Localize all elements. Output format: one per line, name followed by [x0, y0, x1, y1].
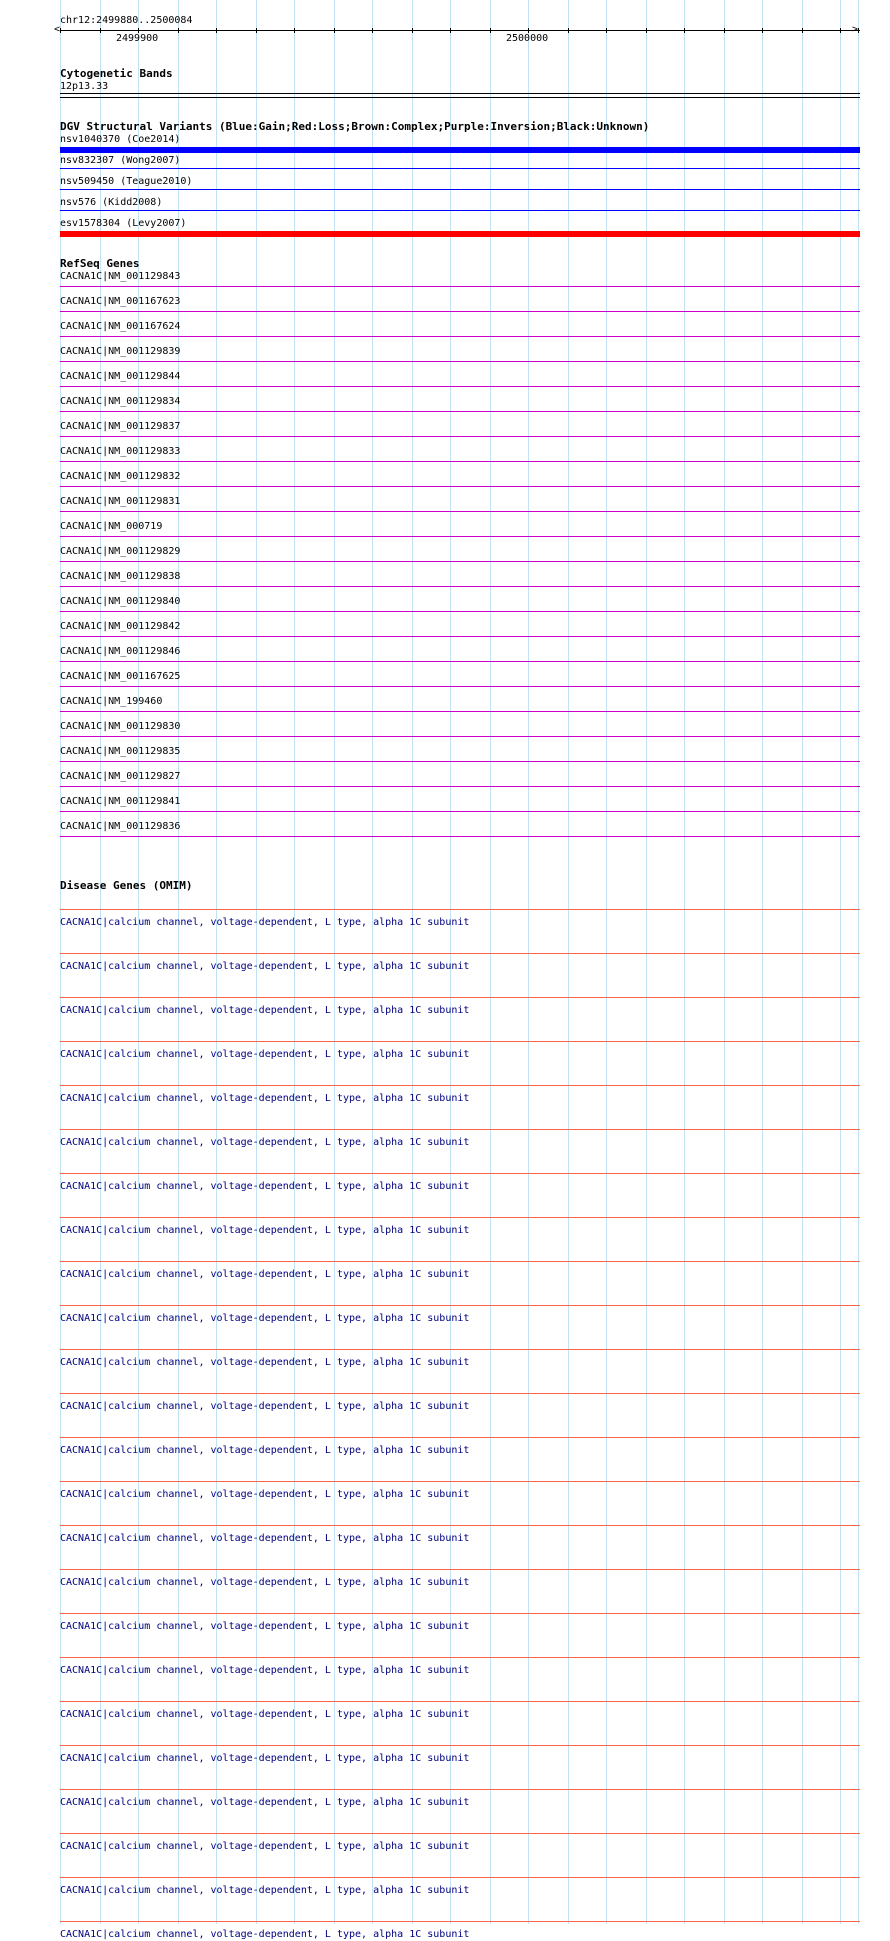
- disease-gene-label[interactable]: CACNA1C|calcium channel, voltage-dependent, L type, alpha 1C subunit: [60, 1137, 470, 1148]
- grid-line: [490, 0, 491, 1924]
- disease-gene-label[interactable]: CACNA1C|calcium channel, voltage-dependent, L type, alpha 1C subunit: [60, 1005, 470, 1016]
- disease-gene-line[interactable]: [60, 1525, 860, 1526]
- disease-gene-line[interactable]: [60, 1569, 860, 1570]
- ruler-left-arrow: <: [54, 24, 61, 35]
- disease-gene-label[interactable]: CACNA1C|calcium channel, voltage-dependent, L type, alpha 1C subunit: [60, 1577, 470, 1588]
- ruler-tick: [256, 28, 257, 33]
- disease-gene-line[interactable]: [60, 1041, 860, 1042]
- ruler-tick: [294, 28, 295, 33]
- disease-gene-label[interactable]: CACNA1C|calcium channel, voltage-dependent, L type, alpha 1C subunit: [60, 1885, 470, 1896]
- ruler-tick: [450, 28, 451, 33]
- disease-gene-label[interactable]: CACNA1C|calcium channel, voltage-dependent, L type, alpha 1C subunit: [60, 1621, 470, 1632]
- ruler-tick-label: 2499900: [116, 33, 159, 44]
- refseq-gene-line[interactable]: [60, 361, 860, 362]
- disease-gene-label[interactable]: CACNA1C|calcium channel, voltage-dependent, L type, alpha 1C subunit: [60, 1489, 470, 1500]
- disease-gene-label[interactable]: CACNA1C|calcium channel, voltage-dependent, L type, alpha 1C subunit: [60, 1797, 470, 1808]
- refseq-gene-line[interactable]: [60, 611, 860, 612]
- disease-gene-label[interactable]: CACNA1C|calcium channel, voltage-dependent, L type, alpha 1C subunit: [60, 1841, 470, 1852]
- disease-gene-label[interactable]: CACNA1C|calcium channel, voltage-dependent, L type, alpha 1C subunit: [60, 1357, 470, 1368]
- dgv-variant-label[interactable]: nsv832307 (Wong2007): [60, 155, 181, 166]
- disease-gene-line[interactable]: [60, 1921, 860, 1922]
- refseq-gene-label[interactable]: CACNA1C|NM_001129846: [60, 646, 181, 657]
- grid-line: [724, 0, 725, 1924]
- grid-line: [528, 0, 529, 1924]
- ruler-tick: [858, 28, 859, 33]
- disease-gene-label[interactable]: CACNA1C|calcium channel, voltage-dependent, L type, alpha 1C subunit: [60, 1533, 470, 1544]
- disease-gene-line[interactable]: [60, 1261, 860, 1262]
- grid-line: [568, 0, 569, 1924]
- grid-line: [684, 0, 685, 1924]
- grid-line: [802, 0, 803, 1924]
- refseq-gene-label[interactable]: CACNA1C|NM_001129827: [60, 771, 181, 782]
- disease-gene-line[interactable]: [60, 1657, 860, 1658]
- refseq-gene-line[interactable]: [60, 711, 860, 712]
- refseq-gene-label[interactable]: CACNA1C|NM_001129834: [60, 396, 181, 407]
- refseq-gene-line[interactable]: [60, 686, 860, 687]
- grid-line: [762, 0, 763, 1924]
- refseq-gene-label[interactable]: CACNA1C|NM_001167625: [60, 671, 181, 682]
- refseq-gene-label[interactable]: CACNA1C|NM_001129835: [60, 746, 181, 757]
- disease-gene-line[interactable]: [60, 1613, 860, 1614]
- refseq-gene-label[interactable]: CACNA1C|NM_001129841: [60, 796, 181, 807]
- ruler-tick: [372, 28, 373, 33]
- ruler-tick: [412, 28, 413, 33]
- disease-gene-label[interactable]: CACNA1C|calcium channel, voltage-dependent, L type, alpha 1C subunit: [60, 961, 470, 972]
- disease-gene-line[interactable]: [60, 1701, 860, 1702]
- disease-gene-line[interactable]: [60, 1877, 860, 1878]
- range-label: chr12:2499880..2500084: [60, 15, 193, 26]
- disease-gene-label[interactable]: CACNA1C|calcium channel, voltage-dependent, L type, alpha 1C subunit: [60, 1181, 470, 1192]
- refseq-gene-line[interactable]: [60, 286, 860, 287]
- disease-gene-label[interactable]: CACNA1C|calcium channel, voltage-dependent, L type, alpha 1C subunit: [60, 1313, 470, 1324]
- cytoband-bar-top: [60, 93, 860, 94]
- dgv-variant-label[interactable]: nsv576 (Kidd2008): [60, 197, 163, 208]
- grid-line: [606, 0, 607, 1924]
- refseq-gene-label[interactable]: CACNA1C|NM_001129829: [60, 546, 181, 557]
- disease-gene-label[interactable]: CACNA1C|calcium channel, voltage-dependent, L type, alpha 1C subunit: [60, 917, 470, 928]
- dgv-variant-bar[interactable]: [60, 189, 860, 190]
- refseq-gene-label[interactable]: CACNA1C|NM_001129832: [60, 471, 181, 482]
- grid-line: [646, 0, 647, 1924]
- disease-gene-line[interactable]: [60, 1437, 860, 1438]
- ruler-right-arrow: >: [852, 24, 859, 35]
- refseq-gene-line[interactable]: [60, 411, 860, 412]
- ruler-tick: [490, 28, 491, 33]
- disease-gene-label[interactable]: CACNA1C|calcium channel, voltage-dependent, L type, alpha 1C subunit: [60, 1665, 470, 1676]
- disease-gene-label[interactable]: CACNA1C|calcium channel, voltage-dependent, L type, alpha 1C subunit: [60, 1049, 470, 1060]
- refseq-gene-label[interactable]: CACNA1C|NM_199460: [60, 696, 163, 707]
- disease-gene-line[interactable]: [60, 953, 860, 954]
- disease-gene-line[interactable]: [60, 1173, 860, 1174]
- refseq-gene-line[interactable]: [60, 486, 860, 487]
- disease-gene-line[interactable]: [60, 1789, 860, 1790]
- cytoband-label: 12p13.33: [60, 81, 109, 92]
- refseq-gene-label[interactable]: CACNA1C|NM_001167624: [60, 321, 181, 332]
- ruler-tick-label: 2500000: [506, 33, 549, 44]
- ruler-tick: [528, 28, 529, 33]
- disease-gene-label[interactable]: CACNA1C|calcium channel, voltage-dependent, L type, alpha 1C subunit: [60, 1093, 470, 1104]
- dgv-variant-bar[interactable]: [60, 147, 860, 153]
- ruler-tick: [684, 28, 685, 33]
- refseq-gene-label[interactable]: CACNA1C|NM_001129836: [60, 821, 181, 832]
- disease-gene-line[interactable]: [60, 1745, 860, 1746]
- refseq-gene-label[interactable]: CACNA1C|NM_001129833: [60, 446, 181, 457]
- disease-gene-line[interactable]: [60, 1393, 860, 1394]
- disease-gene-label[interactable]: CACNA1C|calcium channel, voltage-dependent, L type, alpha 1C subunit: [60, 1401, 470, 1412]
- disease-gene-label[interactable]: CACNA1C|calcium channel, voltage-dependent, L type, alpha 1C subunit: [60, 1929, 470, 1940]
- refseq-gene-line[interactable]: [60, 336, 860, 337]
- ruler-tick: [646, 28, 647, 33]
- track-title: Cytogenetic Bands: [60, 67, 173, 80]
- refseq-gene-label[interactable]: CACNA1C|NM_001129842: [60, 621, 181, 632]
- refseq-gene-label[interactable]: CACNA1C|NM_001129843: [60, 271, 181, 282]
- disease-gene-line[interactable]: [60, 909, 860, 910]
- disease-gene-label[interactable]: CACNA1C|calcium channel, voltage-dependent, L type, alpha 1C subunit: [60, 1753, 470, 1764]
- ruler-tick: [334, 28, 335, 33]
- refseq-gene-line[interactable]: [60, 436, 860, 437]
- refseq-gene-line[interactable]: [60, 561, 860, 562]
- dgv-variant-bar[interactable]: [60, 168, 860, 169]
- dgv-variant-label[interactable]: nsv509450 (Teague2010): [60, 176, 193, 187]
- disease-gene-line[interactable]: [60, 1833, 860, 1834]
- ruler-tick: [178, 28, 179, 33]
- ruler-tick: [138, 28, 139, 33]
- refseq-gene-label[interactable]: CACNA1C|NM_001129840: [60, 596, 181, 607]
- track-title: RefSeq Genes: [60, 257, 140, 270]
- track-title: DGV Structural Variants (Blue:Gain;Red:Loss;Brown:Complex;Purple:Inversion;Black:Unknown): [60, 120, 650, 133]
- refseq-gene-label[interactable]: CACNA1C|NM_001129844: [60, 371, 181, 382]
- ruler-axis: [60, 30, 860, 31]
- ruler-tick: [762, 28, 763, 33]
- ruler-tick: [100, 28, 101, 33]
- grid-line: [840, 0, 841, 1924]
- refseq-gene-line[interactable]: [60, 386, 860, 387]
- refseq-gene-line[interactable]: [60, 786, 860, 787]
- refseq-gene-line[interactable]: [60, 461, 860, 462]
- disease-gene-line[interactable]: [60, 1481, 860, 1482]
- refseq-gene-label[interactable]: CACNA1C|NM_001129839: [60, 346, 181, 357]
- refseq-gene-line[interactable]: [60, 836, 860, 837]
- disease-gene-line[interactable]: [60, 1085, 860, 1086]
- ruler-tick: [840, 28, 841, 33]
- refseq-gene-line[interactable]: [60, 761, 860, 762]
- ruler-tick: [724, 28, 725, 33]
- cytoband-bar-bottom: [60, 97, 860, 98]
- refseq-gene-line[interactable]: [60, 536, 860, 537]
- disease-gene-line[interactable]: [60, 1217, 860, 1218]
- refseq-gene-label[interactable]: CACNA1C|NM_001129831: [60, 496, 181, 507]
- refseq-gene-label[interactable]: CACNA1C|NM_001129830: [60, 721, 181, 732]
- dgv-variant-bar[interactable]: [60, 231, 860, 237]
- refseq-gene-line[interactable]: [60, 736, 860, 737]
- ruler-tick: [568, 28, 569, 33]
- grid-line: [858, 0, 859, 1924]
- refseq-gene-line[interactable]: [60, 511, 860, 512]
- disease-gene-label[interactable]: CACNA1C|calcium channel, voltage-dependent, L type, alpha 1C subunit: [60, 1269, 470, 1280]
- ruler-tick: [60, 28, 61, 33]
- disease-gene-line[interactable]: [60, 1129, 860, 1130]
- disease-gene-label[interactable]: CACNA1C|calcium channel, voltage-dependent, L type, alpha 1C subunit: [60, 1709, 470, 1720]
- refseq-gene-label[interactable]: CACNA1C|NM_000719: [60, 521, 163, 532]
- dgv-variant-bar[interactable]: [60, 210, 860, 211]
- refseq-gene-line[interactable]: [60, 811, 860, 812]
- ruler-tick: [216, 28, 217, 33]
- refseq-gene-line[interactable]: [60, 636, 860, 637]
- refseq-gene-line[interactable]: [60, 586, 860, 587]
- refseq-gene-label[interactable]: CACNA1C|NM_001167623: [60, 296, 181, 307]
- track-title: Disease Genes (OMIM): [60, 879, 193, 892]
- refseq-gene-line[interactable]: [60, 311, 860, 312]
- ruler-tick: [606, 28, 607, 33]
- dgv-variant-label[interactable]: esv1578304 (Levy2007): [60, 218, 187, 229]
- disease-gene-line[interactable]: [60, 997, 860, 998]
- disease-gene-line[interactable]: [60, 1349, 860, 1350]
- ruler-tick: [802, 28, 803, 33]
- refseq-gene-label[interactable]: CACNA1C|NM_001129838: [60, 571, 181, 582]
- refseq-gene-line[interactable]: [60, 661, 860, 662]
- disease-gene-label[interactable]: CACNA1C|calcium channel, voltage-dependent, L type, alpha 1C subunit: [60, 1445, 470, 1456]
- disease-gene-label[interactable]: CACNA1C|calcium channel, voltage-dependent, L type, alpha 1C subunit: [60, 1225, 470, 1236]
- disease-gene-line[interactable]: [60, 1305, 860, 1306]
- refseq-gene-label[interactable]: CACNA1C|NM_001129837: [60, 421, 181, 432]
- dgv-variant-label[interactable]: nsv1040370 (Coe2014): [60, 134, 181, 145]
